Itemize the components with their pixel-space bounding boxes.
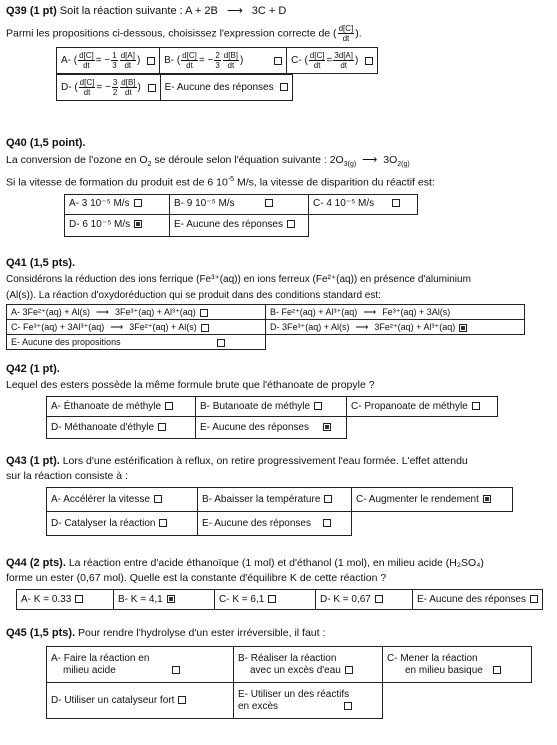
opt-text: B- Abaisser la température [202,493,321,505]
empty-cell [266,335,525,350]
fraction [111,51,117,70]
q44-title: Q44 (2 pts). [6,557,66,569]
q39-instruction [6,24,549,43]
arrow-icon: ⟶ [110,322,124,332]
checkbox[interactable] [392,199,400,207]
q42-option-c[interactable] [347,397,498,417]
q44-option-e[interactable] [413,590,543,610]
q42-line1: Lequel des esters possède la même formule brute que l'éthanoate de propyle ? [6,379,375,391]
opt-text: E- Aucune des réponses [174,219,283,231]
opt-text: E- Aucune des réponses [202,517,311,529]
opt-text: D- 6 10⁻⁵ M/s [69,219,131,231]
opt-line2: avec un excès d'eau [250,664,341,676]
opt-rhs: 3Fe²⁺(aq) + Al(s) [129,322,197,332]
question-45 [6,626,549,719]
q42-option-a[interactable] [47,397,196,417]
opt-text: C- Propanoate de méthyle [351,400,468,412]
opt-line2: milieu acide [63,664,116,676]
opt-line2-wrap [51,665,229,677]
q41-option-a[interactable] [7,305,266,320]
checkbox[interactable] [345,666,353,674]
q40-text: 3O [383,154,398,166]
opt-text: C- Augmenter le rendement [356,493,479,505]
checkbox[interactable] [472,402,480,410]
opt-label: C- ( [291,55,308,67]
opt-text: D- Catalyser la réaction [51,517,156,529]
q43-title: Q43 (1 pt). [6,455,60,467]
checkbox[interactable] [200,309,208,317]
q39-option-d[interactable] [57,75,161,101]
checkbox-checked[interactable] [459,324,467,332]
opt-line2-wrap [387,665,527,677]
checkbox[interactable] [530,595,538,603]
q45-option-e[interactable] [234,683,383,719]
opt-line2: en milieu basique [405,664,483,676]
empty-cell [309,214,418,236]
fraction [120,78,136,97]
opt-end: ) [355,55,359,67]
frac-den: dt [125,88,132,97]
fraction [333,51,354,70]
q41-line2: (Al(s)). La réaction d'oxydoréduction qui se produit dans des conditions standard est: [6,290,381,301]
checkbox[interactable] [134,199,142,207]
q45-line1 [6,626,549,640]
q41-options-table [6,304,525,350]
checkbox[interactable] [148,84,156,92]
opt-text: A- Éthanoate de méthyle [51,400,162,412]
arrow-icon: ⟶ [355,322,369,332]
checkbox[interactable] [314,402,322,410]
q44-option-c[interactable] [215,590,316,610]
frac-den: dt [313,61,321,70]
q40-option-c[interactable] [309,194,418,214]
checkbox[interactable] [147,57,155,65]
opt-lhs: E- Aucune des propositions [11,337,121,347]
q40-option-e[interactable] [170,214,309,236]
q39-title: Q39 (1 pt) [6,5,57,17]
q43-line2: sur la réaction consiste à : [6,470,128,482]
q40-title: Q40 (1,5 point). [6,137,86,149]
q40-line2: Si la vitesse de formation du produit est de 6 $10^{-5}$ M/s, la vitesse de disparition du réactif est: [6,176,435,189]
frac-den: dt [83,88,91,97]
question-42 [6,362,549,439]
q44-options-table [16,589,543,610]
frac-num: d[B] [121,78,136,87]
q41-option-e[interactable] [7,335,266,350]
q43-option-d[interactable] [47,512,198,536]
frac-den: dt [124,61,132,70]
q41-header [6,256,549,270]
opt-lhs: D- 3Fe³⁺(aq) + Al(s) [270,322,350,332]
q41-option-c[interactable] [7,320,266,335]
opt-text: B- Butanoate de méthyle [200,400,311,412]
question-44 [6,556,549,610]
checkbox[interactable] [165,402,173,410]
opt-end: ) [240,55,244,67]
q42-title: Q42 (1 pt). [6,363,60,375]
question-40 [6,136,549,237]
q42-option-d[interactable] [47,417,196,439]
opt-mid: = − [95,55,111,67]
checkbox[interactable] [172,666,180,674]
frac-num: d[C] [79,51,94,60]
checkbox[interactable] [159,519,167,527]
fraction [120,51,136,70]
q43-option-b[interactable] [198,488,352,512]
opt-text: E- Aucune des réponses [200,421,309,433]
opt-label: D- ( [61,82,78,94]
q45-options-table [46,646,532,719]
q43-option-c[interactable] [352,488,513,512]
fraction [338,24,355,43]
empty-cell [352,512,513,536]
frac-num: 1 [112,51,117,60]
frac-num: d[C] [338,24,354,33]
frac-num: 2 [215,51,220,60]
checkbox[interactable] [344,702,352,710]
frac-den: dt [342,34,350,43]
frac-num: d[C] [79,78,95,87]
opt-text: B- K = 4,1 [118,593,163,605]
question-39 [6,4,549,101]
checkbox-checked[interactable] [323,423,331,431]
opt-line2-wrap [238,701,378,713]
checkbox-checked[interactable] [167,595,175,603]
q40-header [6,136,549,150]
opt-mid: = [326,55,333,67]
checkbox[interactable] [324,495,332,503]
frac-num: d[C] [309,51,325,60]
checkbox-checked[interactable] [483,495,491,503]
q43-options-table [46,487,513,536]
checkbox[interactable] [280,83,288,91]
checkbox[interactable] [154,495,162,503]
opt-line1: E- Utiliser un des réactifs [238,688,350,700]
opt-line1: A- Faire la réaction en [51,652,150,664]
q41-line1: Considérons la réduction des ions ferrique (Fe³⁺(aq)) en ions ferreux (Fe²⁺(aq)) en présence d'aluminium [6,274,471,285]
opt-line1: C- Mener la réaction [387,652,478,664]
opt-rhs: 3Fe³⁺(aq) + Al³⁺(aq) [114,307,196,317]
frac-den: dt [83,61,90,70]
frac-num: 3d[A] [334,51,353,60]
frac-num: d[A] [120,51,135,60]
question-41 [6,256,549,350]
q43-line1 [6,454,549,468]
q39-option-c[interactable] [287,48,378,74]
opt-label: B- ( [164,55,181,67]
q40-option-b[interactable] [170,194,309,214]
q44-text: La réaction entre d'acide éthanoïque (1 mol) et d'éthanol (1 mol), en milieu acide (H₂SO₄) [68,557,484,569]
fraction [78,51,95,70]
q39-options-table-2 [56,74,293,101]
q42-header [6,362,549,376]
q39-instruction-text: Parmi les propositions ci-dessous, choisissez l'expression correcte de ( [6,27,337,40]
opt-line1: B- Réaliser la réaction [238,652,337,664]
checkbox[interactable] [75,595,83,603]
opt-rhs: 3Fe²⁺(aq) + Al³⁺(aq) [374,322,456,332]
opt-line1: D- Utiliser un catalyseur fort [51,694,175,706]
opt-end: ) [136,55,141,67]
opt-mid: = − [198,55,214,67]
q39-instruction-end: ). [355,27,362,40]
opt-label: A- ( [61,55,78,67]
opt-rhs: Fe³⁺(aq) + 3Al(s) [382,307,451,317]
opt-text: C- 4 10⁻⁵ M/s [313,198,375,210]
q44-line2: forme un ester (0,67 mol). Quelle est la constante d'équilibre K de cette réaction ? [6,572,387,584]
empty-cell [347,417,498,439]
q45-option-c[interactable] [383,647,532,683]
opt-text: A- Accélérer la vitesse [51,493,150,505]
q45-text: Pour rendre l'hydrolyse d'un ester irréversible, il faut : [78,627,326,639]
arrow-icon: ⟶ [363,307,377,317]
q40-text: La conversion de l'ozone en O [6,154,148,166]
q45-title: Q45 (1,5 pts). [6,627,76,639]
arrow-icon: ⟶ [226,5,243,17]
q44-option-b[interactable] [114,590,215,610]
frac-num: d[C] [182,51,197,60]
opt-lhs: B- Fe²⁺(aq) + Al³⁺(aq) [270,307,358,317]
frac-den: 3 [215,61,220,70]
fraction [214,51,220,70]
frac-den: 2 [112,88,118,97]
q41-title: Q41 (1,5 pts). [6,257,76,269]
opt-lhs: A- 3Fe²⁺(aq) + Al(s) [11,307,91,317]
question-43 [6,454,549,536]
q43-option-e[interactable] [198,512,352,536]
checkbox[interactable] [365,57,373,65]
checkbox[interactable] [287,220,295,228]
opt-text: C- K = 6,1 [219,593,265,605]
opt-mid: = − [96,82,111,94]
opt-text: B- 9 10⁻⁵ M/s [174,198,235,210]
q39-options-table [56,47,378,74]
q39-header [6,4,549,18]
fraction [79,78,96,97]
opt-text: E- Aucune des réponses [417,593,526,605]
frac-den: dt [340,61,347,70]
q39-option-b[interactable] [160,48,287,74]
frac-den: 3 [112,61,117,70]
q40-text: M/s, la vitesse de disparition du réactif est: [234,176,435,189]
opt-label: E- Aucune des réponses [164,81,274,93]
opt-end: ) [137,82,141,94]
q44-line1 [6,556,549,570]
fraction [223,51,239,70]
checkbox[interactable] [217,339,225,347]
checkbox[interactable] [265,199,273,207]
checkbox[interactable] [158,423,166,431]
frac-den: dt [186,61,193,70]
opt-lhs: C- Fe³⁺(aq) + 3Al³⁺(aq) [11,322,105,332]
checkbox[interactable] [274,57,282,65]
q39-products: 3C + D [251,5,287,17]
q43-option-a[interactable] [47,488,198,512]
q41-option-d[interactable] [266,320,525,335]
q39-option-a[interactable] [57,48,160,74]
frac-den: dt [227,61,235,70]
empty-cell [383,683,532,719]
q39-option-e[interactable] [160,75,293,101]
checkbox[interactable] [323,519,331,527]
q44-option-d[interactable] [316,590,413,610]
q39-statement: Soit la réaction suivante : A + 2B [59,5,218,17]
q45-option-a[interactable] [47,647,234,683]
q45-option-b[interactable] [234,647,383,683]
q42-option-b[interactable] [196,397,347,417]
frac-num: d[B] [223,51,238,60]
opt-line2: en excès [238,700,279,712]
fraction [112,78,118,97]
q43-text: Lors d'une estérification à reflux, on retire progressivement l'eau formée. L'effet attendu [62,455,468,467]
arrow-icon: ⟶ [96,307,109,317]
checkbox-checked[interactable] [134,220,142,228]
checkbox[interactable] [493,666,501,674]
q40-option-a[interactable] [65,194,170,214]
checkbox[interactable] [268,595,276,603]
q40-text: Si la vitesse de formation du produit est de 6 10 [6,176,228,189]
q41-option-b[interactable] [266,305,525,320]
opt-text: D- Méthanoate d'éthyle [51,421,155,433]
fraction [309,51,326,70]
arrow-icon: ⟶ [362,154,378,166]
opt-line2-wrap [238,665,378,677]
opt-text: D- K = 0,67 [320,593,371,605]
q44-option-a[interactable] [17,590,114,610]
q40-text: se déroule selon l'équation suivante : 2O [151,154,344,166]
checkbox[interactable] [375,595,383,603]
opt-text: A- K = 0.33 [21,593,72,605]
q45-option-d[interactable] [47,683,234,719]
q40-options-table [64,194,418,237]
q40-line1: La conversion de l'ozone en $O_2$ se déroule selon l'équation suivante : $2O_{3(g)}$ ⟶ $3O_{2(g)}$ [6,154,410,169]
checkbox[interactable] [178,696,186,704]
q40-option-d[interactable] [65,214,170,236]
checkbox[interactable] [201,324,209,332]
q42-options-table [46,396,498,439]
frac-num: 3 [112,78,118,87]
q42-option-e[interactable] [196,417,347,439]
fraction [181,51,198,70]
opt-text: A- 3 10⁻⁵ M/s [69,198,130,210]
